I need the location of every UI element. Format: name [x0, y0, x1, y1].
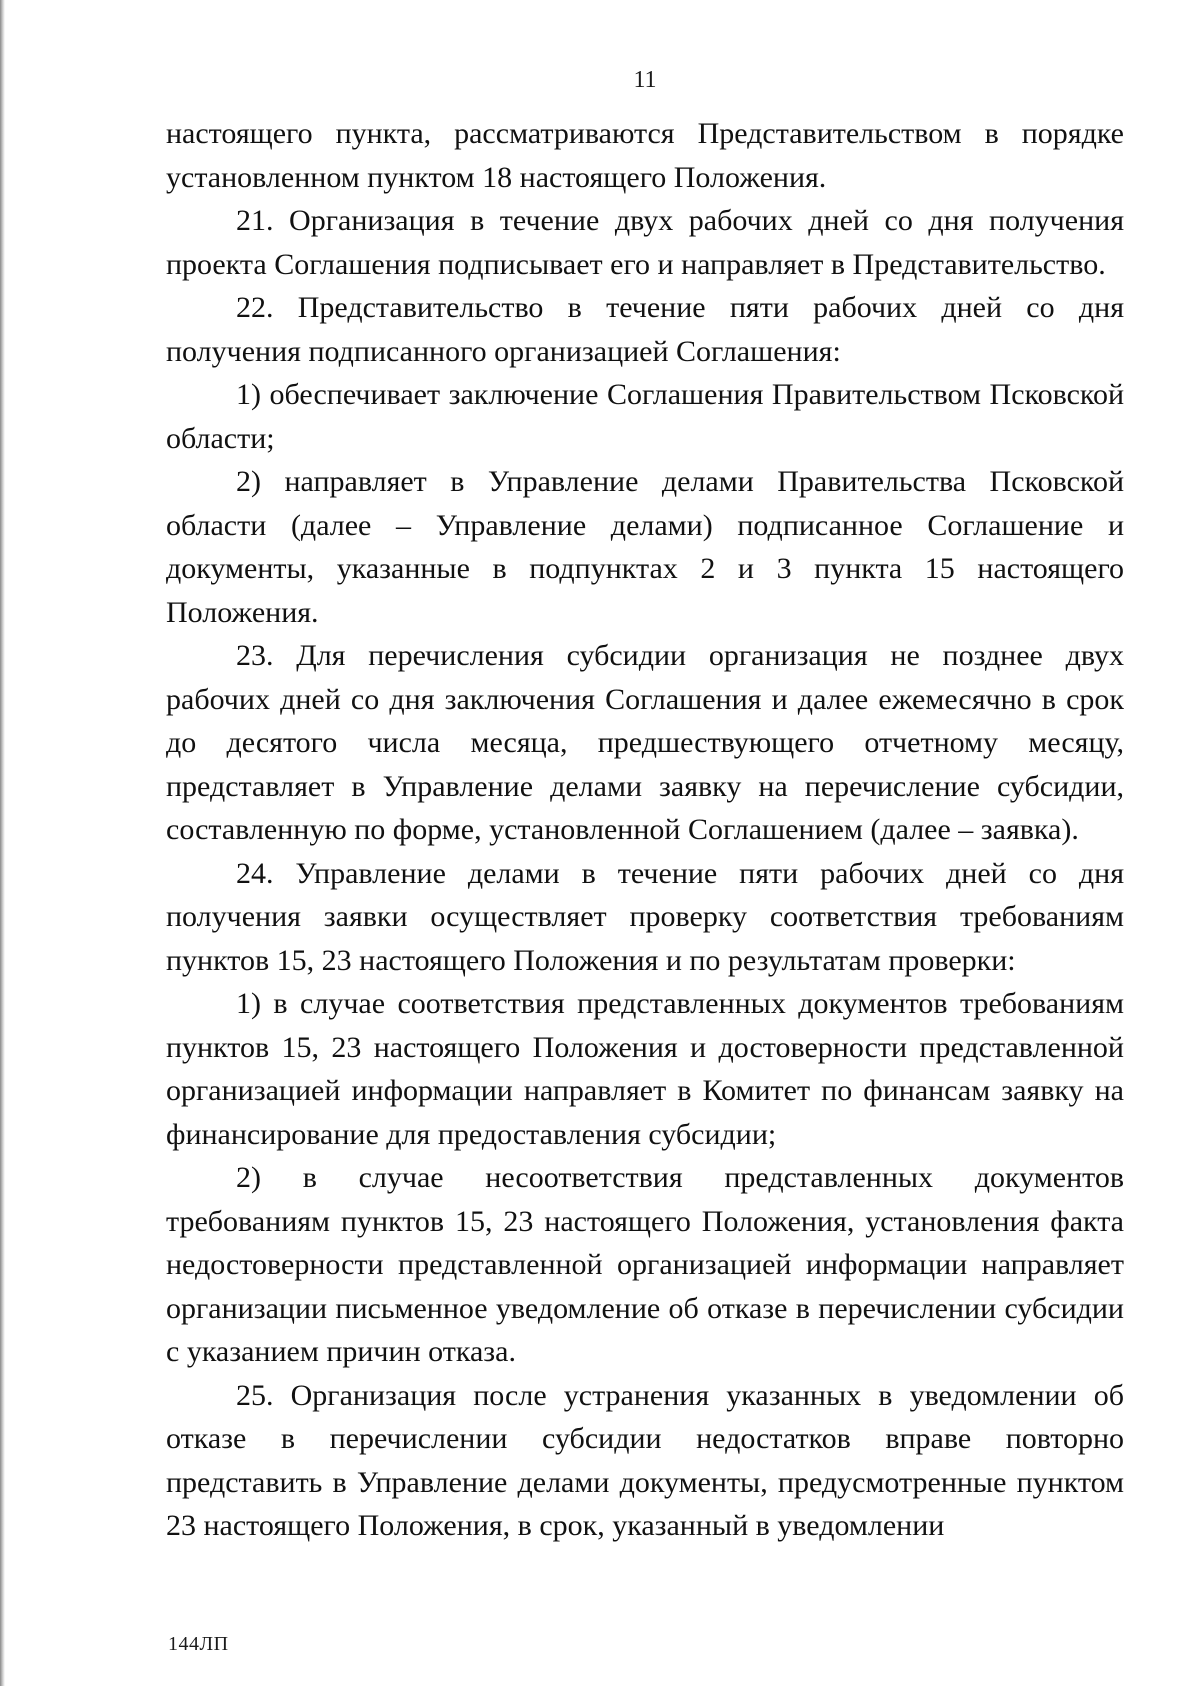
paragraph-22: 22. Представительство в течение пяти рабочих дней со дня получения подписанного организацией Соглашения:: [166, 291, 1124, 368]
document-body: [166, 112, 1124, 1548]
paragraph-25: 25. Организация после устранения указанных в уведомлении об отказе в перечислении субсидии недостатков вправе повторно представить в Управление делами документы, предусмотренные пунктом 23 настоящего Положения, в срок, указанный в уведомлении: [166, 1378, 1124, 1542]
paragraph-24-item-1: 1) в случае соответствия представленных документов требованиям пунктов 15, 23 настоящего Положения и достоверности представленной организацией информации направляет в Комитет по финансам заявку на финансирование для предоставления субсидии;: [166, 987, 1124, 1151]
paragraph-22-item-2: 2) направляет в Управление делами Правительства Псковской области (далее – Управление делами) подписанное Соглашение и документы, указанные в подпунктах 2 и 3 пункта 15 настоящего Положения.: [166, 465, 1124, 629]
scan-edge: [0, 0, 5, 1686]
document-code: 144ЛП: [168, 1633, 229, 1655]
paragraph-24-item-2: 2) в случае несоответствия представленных документов требованиям пунктов 15, 23 настоящего Положения, установления факта недостоверности представленной организацией информации направляет организации письменное уведомление об отказе в перечислении субсидии с указанием причин отказа.: [166, 1161, 1124, 1368]
paragraph-continuation: настоящего пункта, рассматриваются Представительством в порядке установленном пунктом 18 настоящего Положения.: [166, 117, 1124, 194]
page-number: 11: [633, 67, 657, 93]
paragraph-22-item-1: 1) обеспечивает заключение Соглашения Правительством Псковской области;: [166, 378, 1124, 455]
paragraph-23: 23. Для перечисления субсидии организация не позднее двух рабочих дней со дня заключения Соглашения и далее ежемесячно в срок до десятого числа месяца, предшествующего отчетному месяцу, представляет в Управление делами заявку на перечисление субсидии, составленную по форме, установленной Соглашением (далее – заявка).: [166, 639, 1124, 846]
paragraph-24: 24. Управление делами в течение пяти рабочих дней со дня получения заявки осуществляет проверку соответствия требованиям пунктов 15, 23 настоящего Положения и по результатам проверки:: [166, 856, 1124, 977]
paragraph-21: 21. Организация в течение двух рабочих дней со дня получения проекта Соглашения подписывает его и направляет в Представительство.: [166, 204, 1124, 281]
